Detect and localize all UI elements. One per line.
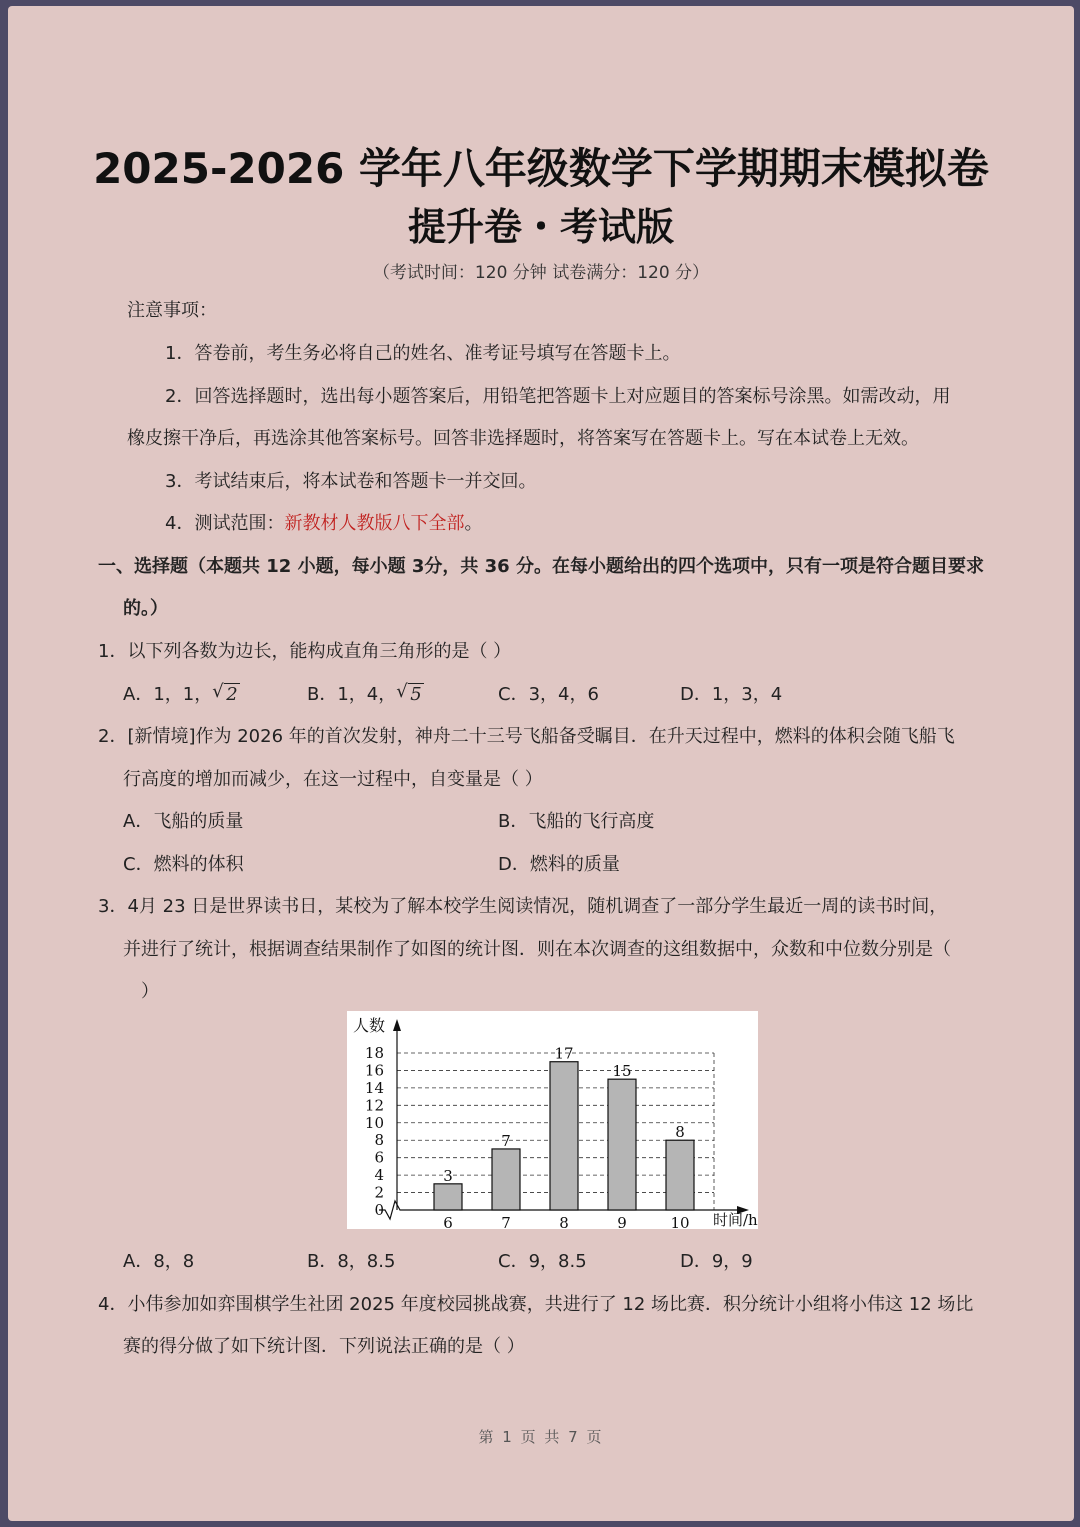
reading-time-bar-chart <box>347 1011 758 1229</box>
q4-stem: 4．小伟参加如弈围棋学生社团 2025 年度校园挑战赛，共进行了 12 场比赛．积分统计小组将小伟这 12 场比 <box>98 1294 974 1315</box>
q3-option-b: B．8，8.5 <box>307 1251 396 1272</box>
section1-heading: 一、选择题（本题共 12 小题，每小题 3分，共 36 分。在每小题给出的四个选项中，只有一项是符合题目要求 <box>98 556 984 577</box>
x-tick-label: 9 <box>617 1214 627 1229</box>
y-tick-label: 12 <box>364 1096 384 1115</box>
q3-option-c: C．9，8.5 <box>498 1251 587 1272</box>
q3-stem-cont: 并进行了统计，根据调查结果制作了如图的统计图．则在本次调查的这组数据中，众数和中位数分别是（ <box>123 939 951 960</box>
q3-stem: 3．4月 23 日是世界读书日，某校为了解本校学生阅读情况，随机调查了一部分学生最近一周的读书时间， <box>98 896 948 917</box>
x-tick-label: 6 <box>443 1214 453 1229</box>
notice-item-3: 3．考试结束后，将本试卷和答题卡一并交回。 <box>165 471 537 492</box>
q2-option-d: D．燃料的质量 <box>498 854 620 875</box>
bar-data-label: 3 <box>443 1166 453 1185</box>
q3-option-d: D．9，9 <box>680 1251 753 1272</box>
bar <box>550 1062 578 1210</box>
bar-data-label: 7 <box>501 1131 511 1150</box>
q1-option-b-text: B．1，4， <box>307 684 397 705</box>
exam-title: 2025-2026 学年八年级数学下学期期末模拟卷 <box>93 144 989 193</box>
bar <box>666 1140 694 1210</box>
q2-option-b: B．飞船的飞行高度 <box>498 811 655 832</box>
y-axis-arrow <box>393 1019 401 1031</box>
y-tick-label: 6 <box>374 1148 384 1167</box>
notice-item-2: 2．回答选择题时，选出每小题答案后，用铅笔把答题卡上对应题目的答案标号涂黑。如需改动，用 <box>165 386 951 407</box>
bar-data-label: 8 <box>675 1123 685 1142</box>
y-tick-label: 14 <box>364 1078 384 1097</box>
scope-suffix: 。 <box>464 513 483 534</box>
y-tick-label: 0 <box>374 1201 384 1219</box>
q2-stem-cont: 行高度的增加而减少，在这一过程中，自变量是（ ） <box>123 769 543 790</box>
y-tick-label: 8 <box>374 1131 384 1150</box>
q3-option-a: A．8，8 <box>123 1251 195 1272</box>
y-tick-label: 4 <box>374 1166 384 1185</box>
notice-item-4 <box>165 509 482 535</box>
x-tick-label: 10 <box>670 1214 690 1229</box>
q1-option-d: D．1，3，4 <box>680 684 783 705</box>
q1-option-b-radicand: 5 <box>410 684 422 705</box>
scope-label: 4．测试范围： <box>165 513 285 534</box>
q3-stem-end: ） <box>141 981 159 1002</box>
q1-option-a-radicand: 2 <box>226 684 238 705</box>
page-number: 第 1 页 共 7 页 <box>478 1428 604 1446</box>
y-axis-label: 人数 <box>353 1016 386 1035</box>
y-tick-label: 2 <box>374 1183 384 1202</box>
q1-option-a-text: A．1，1， <box>123 684 213 705</box>
exam-page <box>8 6 1074 1521</box>
exam-info: （考试时间：120 分钟 试卷满分：120 分） <box>372 263 710 283</box>
bar <box>492 1149 520 1210</box>
x-tick-label: 7 <box>501 1214 511 1229</box>
sqrt-symbol: √ 2 <box>212 681 238 705</box>
notice-item-1: 1．答卷前，考生务必将自己的姓名、准考证号填写在答题卡上。 <box>165 343 681 364</box>
q1-option-a <box>123 680 240 706</box>
y-tick-label: 10 <box>364 1113 384 1132</box>
x-tick-label: 8 <box>559 1214 569 1229</box>
notice-item-2-cont: 橡皮擦干净后，再选涂其他答案标号。回答非选择题时，将答案写在答题卡上。写在本试卷上无效。 <box>127 428 919 449</box>
q1-stem: 1．以下列各数为边长，能构成直角三角形的是（ ） <box>98 641 512 662</box>
exam-subtitle: 提升卷・考试版 <box>407 205 674 249</box>
q1-option-c: C．3，4，6 <box>498 684 599 705</box>
bar-chart-svg <box>347 1011 758 1229</box>
q2-option-c: C．燃料的体积 <box>123 854 244 875</box>
q2-stem: 2．[新情境]作为 2026 年的首次发射，神舟二十三号飞船备受瞩目．在升天过程中，燃料的体积会随飞船飞 <box>98 726 955 747</box>
y-tick-label: 16 <box>364 1061 384 1080</box>
q1-option-b <box>307 680 424 706</box>
bar-data-label: 17 <box>554 1044 574 1063</box>
x-axis-label: 时间/h <box>713 1211 758 1229</box>
bar <box>608 1079 636 1210</box>
bar-data-label: 15 <box>612 1062 632 1081</box>
y-tick-label: 18 <box>364 1044 384 1062</box>
notice-heading: 注意事项： <box>127 300 217 321</box>
bar <box>434 1184 462 1210</box>
q2-option-a: A．飞船的质量 <box>123 811 244 832</box>
scope-value: 新教材人教版八下全部 <box>284 513 465 534</box>
q4-stem-cont: 赛的得分做了如下统计图．下列说法正确的是（ ） <box>123 1336 525 1357</box>
sqrt-symbol: √ 5 <box>396 681 422 705</box>
section1-heading-cont: 的。） <box>123 598 168 619</box>
